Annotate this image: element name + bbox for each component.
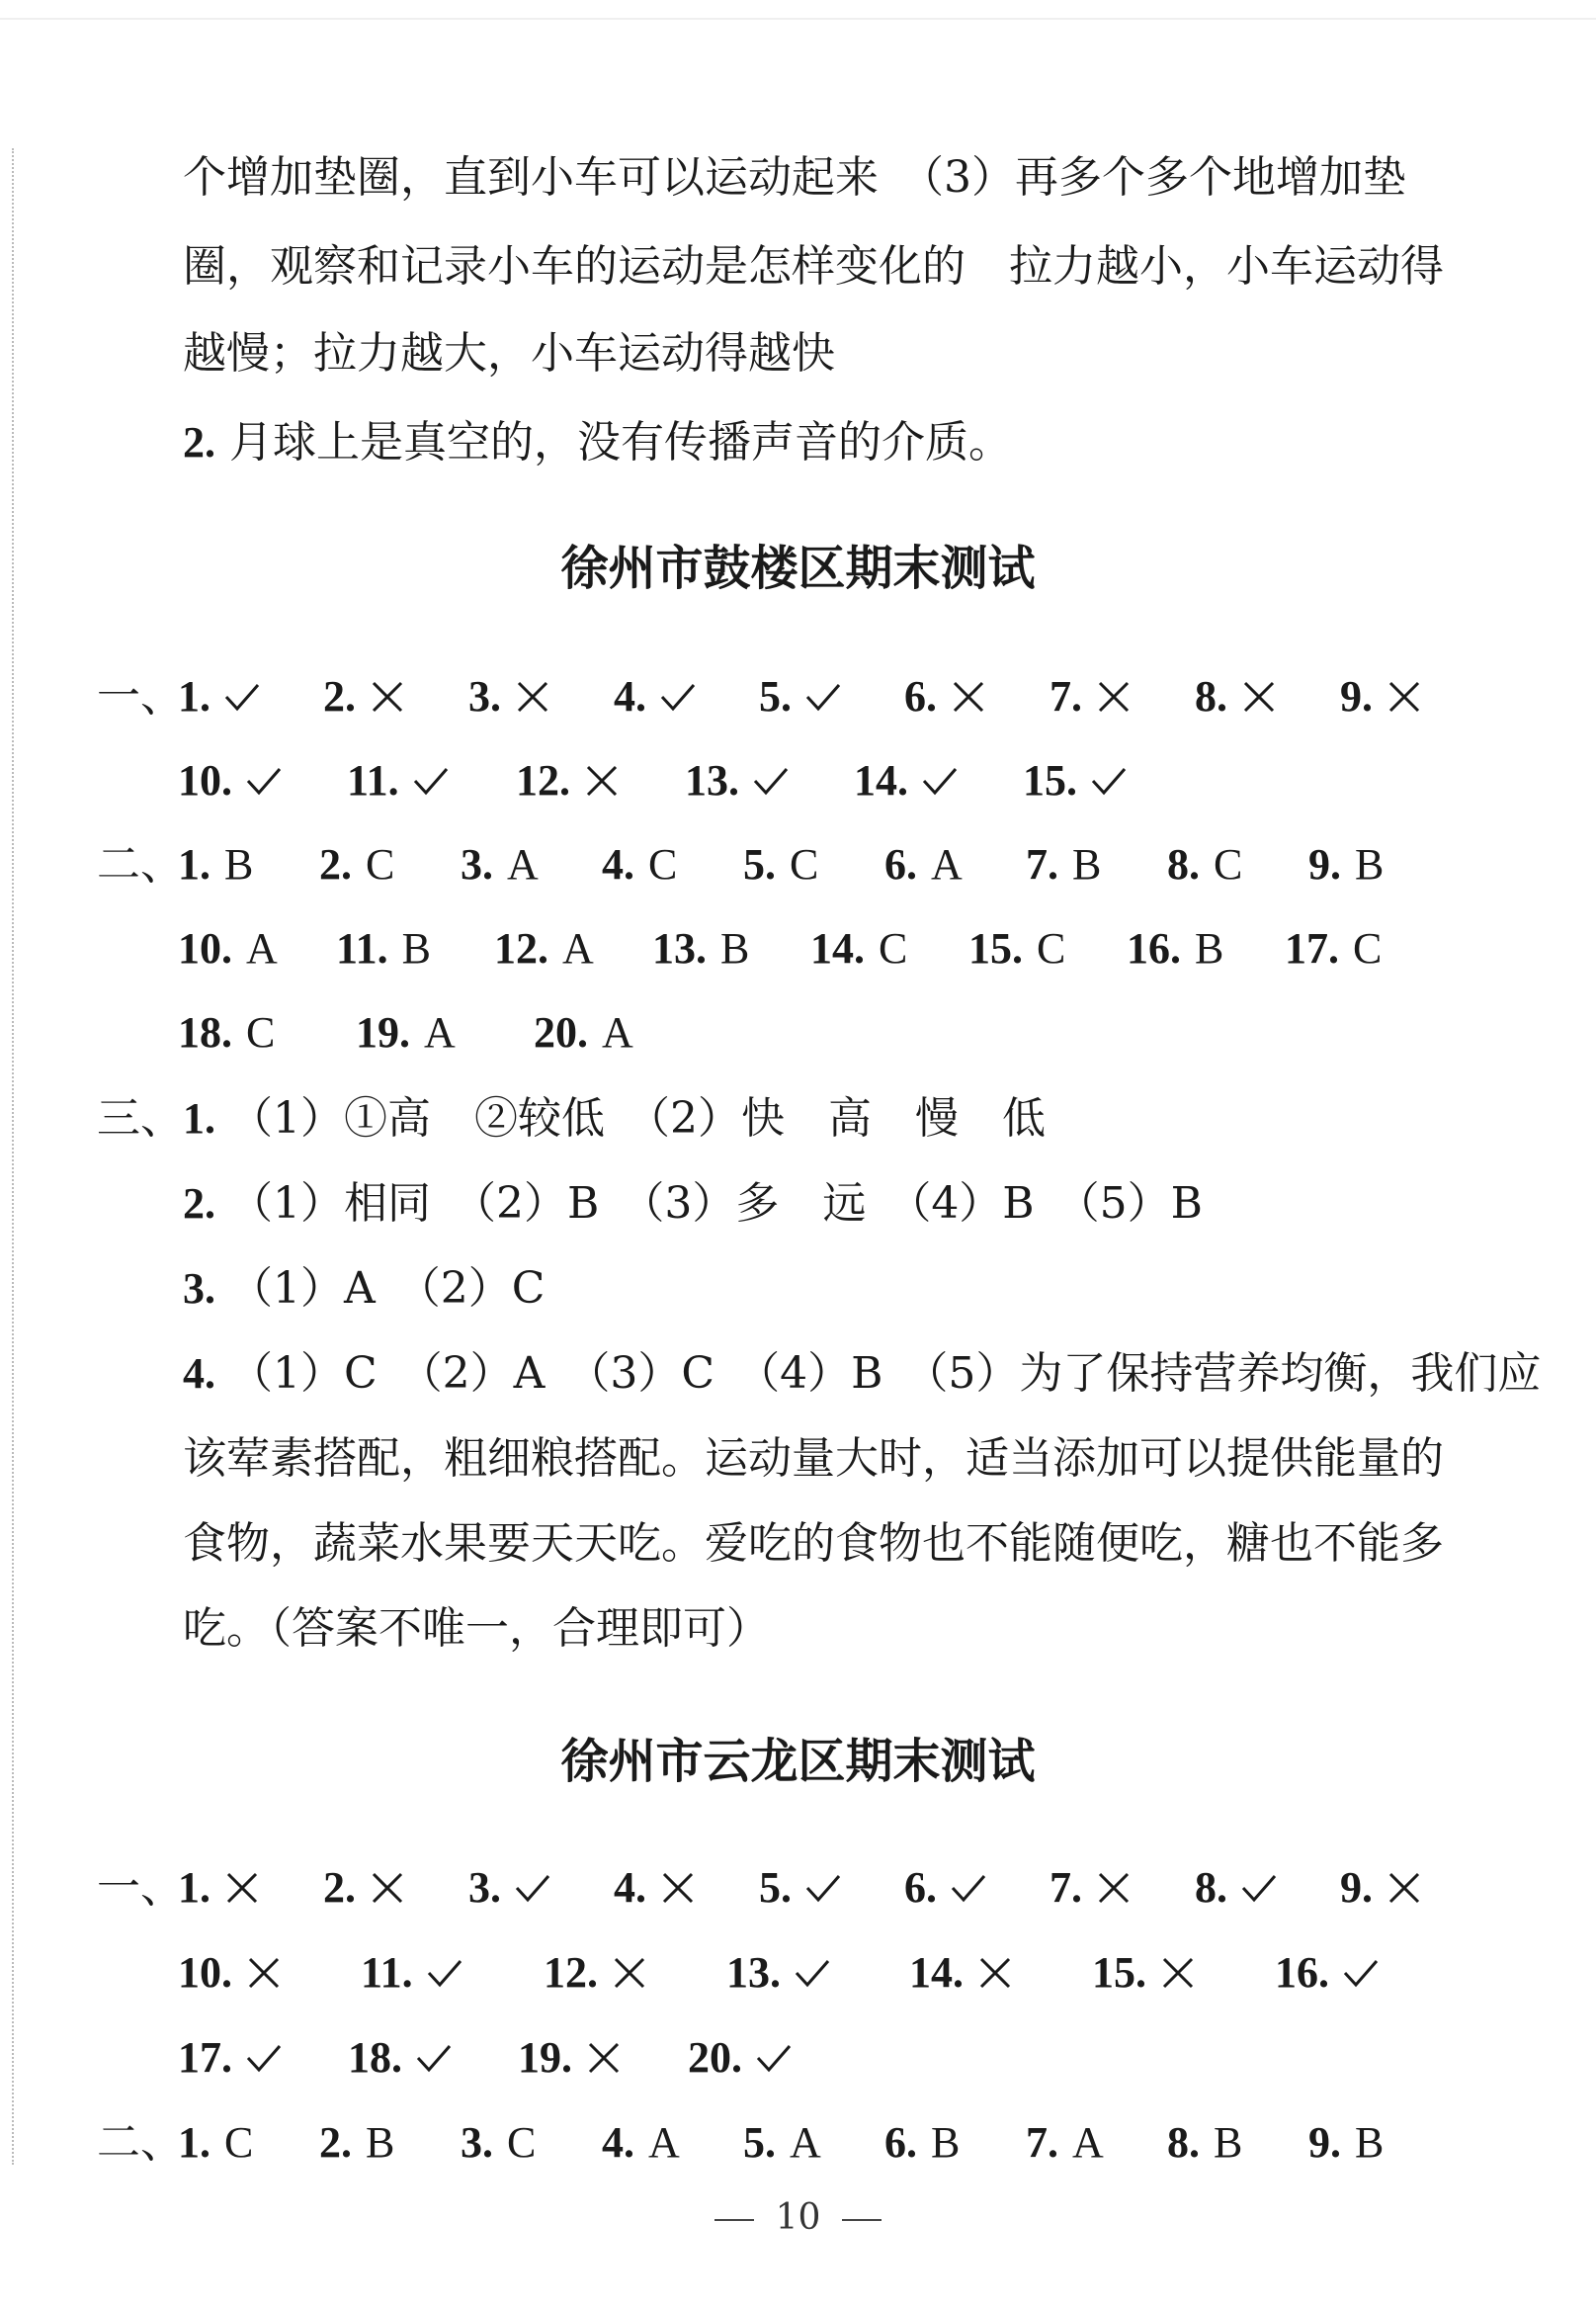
cross-mark-icon (511, 675, 554, 719)
answer-item (516, 751, 624, 811)
item-number: 5. (743, 2118, 776, 2167)
section-title: 徐州市云龙区期末测试 (560, 1734, 1036, 1789)
answer-item (178, 1003, 275, 1063)
item-number: 4. (614, 1863, 646, 1912)
item-number: 3. (183, 1264, 215, 1313)
page-footer (0, 2196, 1596, 2240)
item-number: 15. (968, 924, 1023, 973)
item-number: 14. (909, 1948, 964, 1997)
cross-mark-icon (1383, 675, 1426, 719)
item-number: 2. (323, 672, 356, 721)
check-mark-icon (1237, 1866, 1281, 1910)
answer-letter: B (1355, 840, 1385, 889)
answer-letter: A (1072, 2118, 1104, 2167)
item-number: 2. (319, 2118, 352, 2167)
answer-letter: A (602, 1008, 633, 1057)
item-number: 18. (348, 2033, 402, 2082)
answer-item (726, 1943, 834, 2003)
answer-item (614, 667, 700, 727)
answer-letter: C (648, 840, 678, 889)
item-number: 10. (178, 924, 232, 973)
answer-item (178, 2113, 253, 2173)
answer-letter: A (424, 1008, 456, 1057)
item-number: 3. (468, 672, 501, 721)
item-number: 15. (1092, 1948, 1146, 1997)
item-number: 7. (1026, 2118, 1058, 2167)
answer-item (1050, 1858, 1135, 1918)
answer-letter: C (1037, 924, 1066, 973)
answer-item (319, 835, 394, 895)
answer-item (461, 835, 539, 895)
item-text: （1）①高 ②较低 （2）快 高 慢 低 (229, 1093, 1046, 1144)
answer-item (759, 667, 845, 727)
answer-item (614, 1858, 700, 1918)
check-mark-icon (656, 675, 700, 719)
paragraph-line: 个增加垫圈，直到小车可以运动起来 （3）再多个多个地增加垫 (183, 152, 1406, 203)
paragraph-line: 越慢；拉力越大，小车运动得越快 (183, 328, 835, 379)
paragraph-line: 吃。（答案不唯一，合理即可） (183, 1603, 770, 1654)
check-mark-icon (409, 759, 453, 803)
answer-item (461, 2113, 536, 2173)
item-number: 20. (688, 2033, 742, 2082)
top-divider (0, 18, 1596, 20)
answer-item (178, 1858, 264, 1918)
answer-item (602, 2113, 680, 2173)
answer-item (1308, 835, 1384, 895)
answer-item (743, 2113, 821, 2173)
item-number: 9. (1308, 840, 1341, 889)
item-number: 1. (178, 1863, 210, 1912)
item-number: 1. (178, 672, 210, 721)
answer-item (518, 2028, 626, 2088)
answer-item (904, 667, 990, 727)
answer-item (904, 1858, 990, 1918)
answer-item (884, 835, 963, 895)
answer-item (494, 919, 594, 979)
answer-letter: B (720, 924, 750, 973)
cross-mark-icon (366, 1866, 409, 1910)
answer-item (336, 919, 431, 979)
answer-item (1340, 1858, 1426, 1918)
answer-item (178, 2028, 286, 2088)
question-3 (183, 1259, 545, 1319)
check-mark-icon (801, 1866, 845, 1910)
item-number: 7. (1050, 672, 1082, 721)
answer-item (1026, 835, 1101, 895)
item-number: 8. (1167, 840, 1200, 889)
answer-item (468, 1858, 554, 1918)
part-label: 二、 (97, 2117, 184, 2168)
item-number: 11. (361, 1948, 413, 1997)
answer-letter: A (246, 924, 278, 973)
item-number: 3. (461, 840, 493, 889)
answer-item (1195, 1858, 1281, 1918)
cross-mark-icon (1092, 675, 1135, 719)
item-number: 20. (534, 1008, 588, 1057)
check-mark-icon (511, 1866, 554, 1910)
part-label: 一、 (97, 671, 184, 722)
question-2 (183, 1174, 1203, 1234)
check-mark-icon (752, 2036, 796, 2080)
item-number: 9. (1340, 672, 1373, 721)
item-number: 4. (183, 1349, 215, 1398)
answer-letter: B (1195, 924, 1224, 973)
item-text: （1）相同 （2）B （3）多 远 （4）B （5）B (229, 1178, 1203, 1229)
answer-letter: C (1353, 924, 1383, 973)
item-number: 11. (336, 924, 388, 973)
section-title: 徐州市鼓楼区期末测试 (560, 541, 1036, 596)
item-number: 6. (904, 1863, 937, 1912)
item-number: 19. (356, 1008, 410, 1057)
part-label: 一、 (97, 1862, 184, 1913)
answer-item (759, 1858, 845, 1918)
answer-item (1167, 2113, 1242, 2173)
answer-item (1195, 667, 1281, 727)
cross-mark-icon (1383, 1866, 1426, 1910)
answer-item (909, 1943, 1017, 2003)
check-mark-icon (749, 759, 793, 803)
answer-item (1050, 667, 1135, 727)
item-number: 12. (516, 756, 570, 805)
answer-letter: A (562, 924, 594, 973)
item-number: 8. (1167, 2118, 1200, 2167)
item-number: 3. (468, 1863, 501, 1912)
answer-letter: A (790, 2118, 821, 2167)
answer-item (323, 1858, 409, 1918)
item-text: 月球上是真空的，没有传播声音的介质。 (229, 417, 1012, 468)
answer-item (319, 2113, 394, 2173)
answer-letter: C (879, 924, 908, 973)
cross-mark-icon (947, 675, 990, 719)
cross-mark-icon (1092, 1866, 1135, 1910)
item-number: 14. (810, 924, 865, 973)
answer-letter: A (507, 840, 539, 889)
item-number: 7. (1026, 840, 1058, 889)
answer-item (347, 751, 453, 811)
answer-item (652, 919, 749, 979)
item-number: 1. (183, 1094, 215, 1143)
answer-item (1127, 919, 1223, 979)
item-text: （1）A （2）C (229, 1263, 546, 1314)
item-number: 5. (759, 1863, 792, 1912)
item-number: 6. (904, 672, 937, 721)
answer-item (468, 667, 554, 727)
item-number: 10. (178, 1948, 232, 1997)
answer-item (743, 835, 818, 895)
answer-letter: B (224, 840, 254, 889)
item-number: 6. (884, 840, 917, 889)
question-1 (183, 1089, 1046, 1149)
item-number: 10. (178, 756, 232, 805)
answer-item-2 (183, 413, 1012, 472)
answer-letter: A (931, 840, 963, 889)
answer-item (544, 1943, 651, 2003)
part-label: 二、 (97, 839, 184, 890)
item-number: 4. (602, 840, 634, 889)
item-text: （1）C （2）A （3）C （4）B （5）为了保持营养均衡，我们应 (229, 1348, 1542, 1399)
item-number: 4. (614, 672, 646, 721)
answer-letter: C (224, 2118, 254, 2167)
answer-item (1308, 2113, 1384, 2173)
answer-item (178, 919, 278, 979)
paragraph-line: 该荤素搭配，粗细粮搭配。运动量大时，适当添加可以提供能量的 (183, 1433, 1444, 1484)
page-number: 10 (775, 2197, 821, 2238)
item-number: 12. (494, 924, 548, 973)
check-mark-icon (1339, 1951, 1383, 1995)
item-number: 9. (1308, 2118, 1341, 2167)
answer-item (968, 919, 1065, 979)
check-mark-icon (423, 1951, 466, 1995)
item-number: 11. (347, 756, 399, 805)
answer-letter: B (931, 2118, 961, 2167)
item-number: 16. (1275, 1948, 1329, 1997)
answer-item (854, 751, 962, 811)
item-number: 3. (461, 2118, 493, 2167)
item-number: 17. (178, 2033, 232, 2082)
check-mark-icon (1087, 759, 1131, 803)
cross-mark-icon (580, 759, 624, 803)
answer-item (1026, 2113, 1104, 2173)
answer-letter: B (1214, 2118, 1243, 2167)
item-number: 2. (323, 1863, 356, 1912)
item-number: 15. (1023, 756, 1077, 805)
item-number: 14. (854, 756, 908, 805)
answer-item (688, 2028, 796, 2088)
check-mark-icon (918, 759, 962, 803)
answer-item (323, 667, 409, 727)
cross-mark-icon (582, 2036, 626, 2080)
item-number: 16. (1127, 924, 1181, 973)
answer-item (1167, 835, 1242, 895)
item-number: 2. (183, 418, 215, 467)
answer-item (1340, 667, 1426, 727)
item-number: 2. (319, 840, 352, 889)
answer-letter: C (1214, 840, 1243, 889)
answer-letter: B (401, 924, 431, 973)
item-number: 9. (1340, 1863, 1373, 1912)
item-number: 12. (544, 1948, 598, 1997)
answer-item (685, 751, 793, 811)
item-number: 8. (1195, 1863, 1227, 1912)
answer-item (178, 667, 264, 727)
item-number: 13. (652, 924, 707, 973)
cross-mark-icon (220, 1866, 264, 1910)
item-number: 5. (759, 672, 792, 721)
check-mark-icon (791, 1951, 834, 1995)
cross-mark-icon (366, 675, 409, 719)
check-mark-icon (220, 675, 264, 719)
answer-letter: C (507, 2118, 537, 2167)
answer-item (534, 1003, 633, 1063)
answer-item (178, 835, 253, 895)
answer-item (1275, 1943, 1383, 2003)
footer-dash (842, 2219, 882, 2221)
part-label: 三、 (97, 1093, 184, 1144)
item-number: 17. (1285, 924, 1339, 973)
answer-letter: B (1072, 840, 1102, 889)
cross-mark-icon (656, 1866, 700, 1910)
paragraph-line: 圈，观察和记录小车的运动是怎样变化的 拉力越小，小车运动得 (183, 241, 1444, 292)
paragraph-line: 食物，蔬菜水果要天天吃。爱吃的食物也不能随便吃，糖也不能多 (183, 1518, 1444, 1569)
item-number: 5. (743, 840, 776, 889)
item-number: 4. (602, 2118, 634, 2167)
item-number: 13. (685, 756, 739, 805)
answer-item (884, 2113, 960, 2173)
item-number: 8. (1195, 672, 1227, 721)
answer-item (810, 919, 907, 979)
item-number: 13. (726, 1948, 781, 1997)
answer-item (602, 835, 677, 895)
item-number: 1. (178, 2118, 210, 2167)
answer-letter: B (1355, 2118, 1385, 2167)
item-number: 19. (518, 2033, 572, 2082)
answer-item (356, 1003, 456, 1063)
item-number: 2. (183, 1179, 215, 1228)
check-mark-icon (242, 2036, 286, 2080)
binding-margin-line (12, 148, 14, 2165)
answer-item (1285, 919, 1382, 979)
check-mark-icon (801, 675, 845, 719)
cross-mark-icon (608, 1951, 651, 1995)
item-number: 7. (1050, 1863, 1082, 1912)
answer-item (1023, 751, 1131, 811)
cross-mark-icon (242, 1951, 286, 1995)
answer-letter: C (246, 1008, 276, 1057)
answer-letter: A (648, 2118, 680, 2167)
item-number: 6. (884, 2118, 917, 2167)
answer-item (178, 751, 286, 811)
answer-letter: B (366, 2118, 395, 2167)
cross-mark-icon (1156, 1951, 1200, 1995)
answer-letter: C (790, 840, 819, 889)
answer-item (361, 1943, 466, 2003)
footer-dash (714, 2219, 754, 2221)
answer-item (178, 1943, 286, 2003)
cross-mark-icon (973, 1951, 1017, 1995)
answer-letter: C (366, 840, 395, 889)
check-mark-icon (412, 2036, 456, 2080)
answer-item (1092, 1943, 1200, 2003)
check-mark-icon (242, 759, 286, 803)
item-number: 18. (178, 1008, 232, 1057)
answer-item (348, 2028, 456, 2088)
check-mark-icon (947, 1866, 990, 1910)
question-4 (183, 1344, 1541, 1404)
item-number: 1. (178, 840, 210, 889)
cross-mark-icon (1237, 675, 1281, 719)
